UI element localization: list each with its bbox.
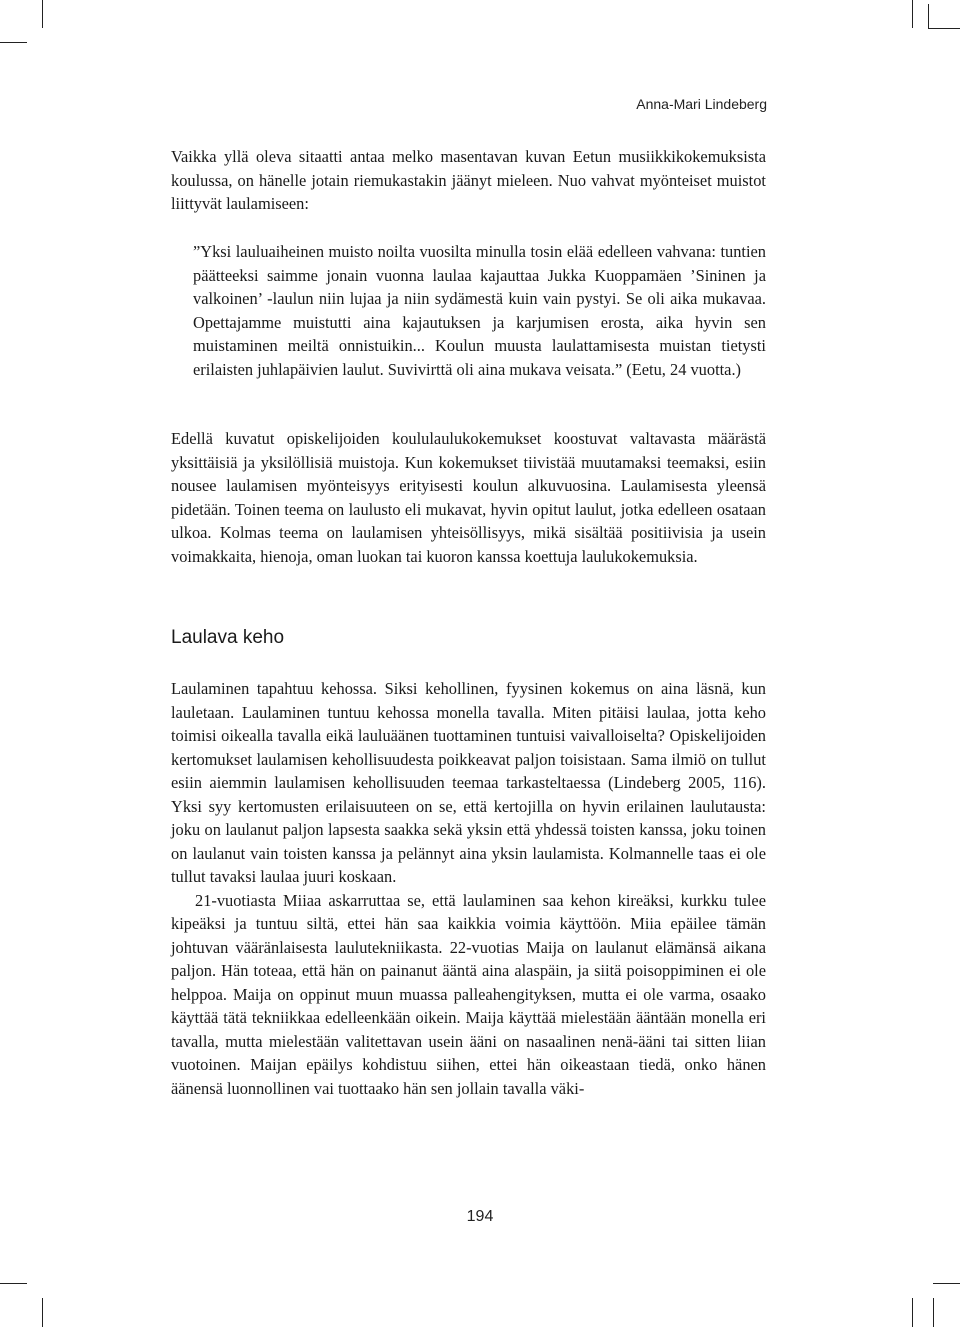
- intro-paragraph: [171, 145, 766, 216]
- crop-mark: [933, 1283, 960, 1284]
- quote-text: ”Yksi lauluaiheinen muisto noilta vuosilta minulla tosin elää edelleen vahvana: tuntien päätteeksi saimme jonain vuonna laulaa kajauttaa Jukka Kuoppamäen ’Sininen ja valkoinen’ -laulun niin lujaa ja niin sydämestä kuin vain pystyi. Se oli aika mukavaa. Opettajamme muistutti aina kajautuksen ja karjumisen erosta, aika hyvin sen muistaminen meiltä onnistuikin... Koulun muusta laulattamisesta muistan tietysti erilaisten juhlapäivien laulut. Suvivirttä oli aina mukava veisata.” (Eetu, 24 vuotta.): [193, 242, 766, 379]
- crop-mark: [912, 1298, 913, 1327]
- crop-mark: [42, 0, 43, 28]
- section-heading: Laulava keho: [171, 627, 285, 648]
- running-header-author: Anna-Mari Lindeberg: [636, 96, 767, 112]
- crop-mark: [928, 4, 929, 28]
- body-paragraph: Edellä kuvatut opiskelijoiden koululaulukokemukset koostuvat valtavasta määrästä yksittäisiä ja yksilöllisiä muistoja. Kun kokemukset tiivistää muutamaksi teemaksi, esiin nousee laulamisen myönteisyys erityisesti koulun alkuvuosina. Laulamisesta yleensä pidetään. Toinen teema on laulusto eli mukavat, hyvin opitut laulut, jotka edelleen osataan ulkoa. Kolmas teema on laulamisen yhteisöllisyys, mikä sisältää positiivisia ja usein voimakkaita, hienoja, oman luokan tai kuoron kanssa koettuja laulukokemuksia.: [171, 429, 766, 566]
- crop-mark: [0, 1283, 27, 1284]
- crop-mark: [928, 28, 960, 29]
- body-paragraph: Laulaminen tapahtuu kehossa. Siksi kehollinen, fyysinen kokemus on aina läsnä, kun lauletaan. Laulaminen tuntuu kehossa monella tavalla. Miten pitäisi laulaa, jotta keho toimisi oikealla tavalla eikä lauluäänen tuottaminen tuntuisi vaivalloiselta? Opiskelijoiden kertomukset laulamisen kehollisuudesta poikkeavat paljon toisistaan. Sama ilmiö on tullut esiin aiemmin laulamisen kehollisuuden teemaa tarkasteltaessa (Lindeberg 2005, 116). Yksi syy kertomusten erilaisuuteen on se, että kertojilla on hyvin erilainen laulutausta: joku on laulanut paljon lapsesta saakka sekä yksin että yhdessä toisten kanssa, joku toinen on laulanut vain toisten kanssa ja pelännyt aina yksin laulamista. Kolmannelle taas ei ole tullut tavaksi laulaa juuri koskaan.: [171, 679, 766, 886]
- page-number: 194: [466, 1208, 494, 1225]
- section-body: [171, 677, 766, 1100]
- body-paragraph: 21-vuotiasta Miiaa askarruttaa se, että laulaminen saa kehon kireäksi, kurkku tulee kipeäksi ja tuntuu siltä, ettei hän saa kaikkia voimia käyttöön. Miia epäilee tämän johtuvan vääränlaisesta laulutekniikasta. 22-vuotias Maija on laulanut elämänsä aikana paljon. Hän toteaa, että hän on painanut ääntä aina alaspäin, ja siitä poisoppiminen ei ole helppoa. Maija on oppinut muun muassa palleahengityksen, mutta ei ole varma, osaako käyttää tätä tekniikkaa edelleenkään oikein. Maija käyttää mielestään ääntään monella eri tavalla, mutta mielestään valitettavan usein ääni on nasaalinen nenä-ääni tai sitten liian vuotoinen. Maijan epäilys kohdistuu siihen, ettei hän oikeastaan tiedä, onko hänen äänensä luonnollinen vai tuottaako hän sen jollain tavalla väki-: [171, 890, 766, 1098]
- after-quote-paragraph: [171, 427, 766, 568]
- crop-mark: [0, 42, 27, 43]
- block-quote: [193, 240, 766, 381]
- crop-mark: [933, 1298, 934, 1327]
- body-paragraph: Vaikka yllä oleva sitaatti antaa melko masentavan kuvan Eetun musiikkikokemuksista koulussa, on hänelle jotain riemukastakin jäänyt mieleen. Nuo vahvat myönteiset muistot liittyvät laulamiseen:: [171, 147, 766, 213]
- crop-mark: [42, 1298, 43, 1327]
- crop-mark: [912, 0, 913, 28]
